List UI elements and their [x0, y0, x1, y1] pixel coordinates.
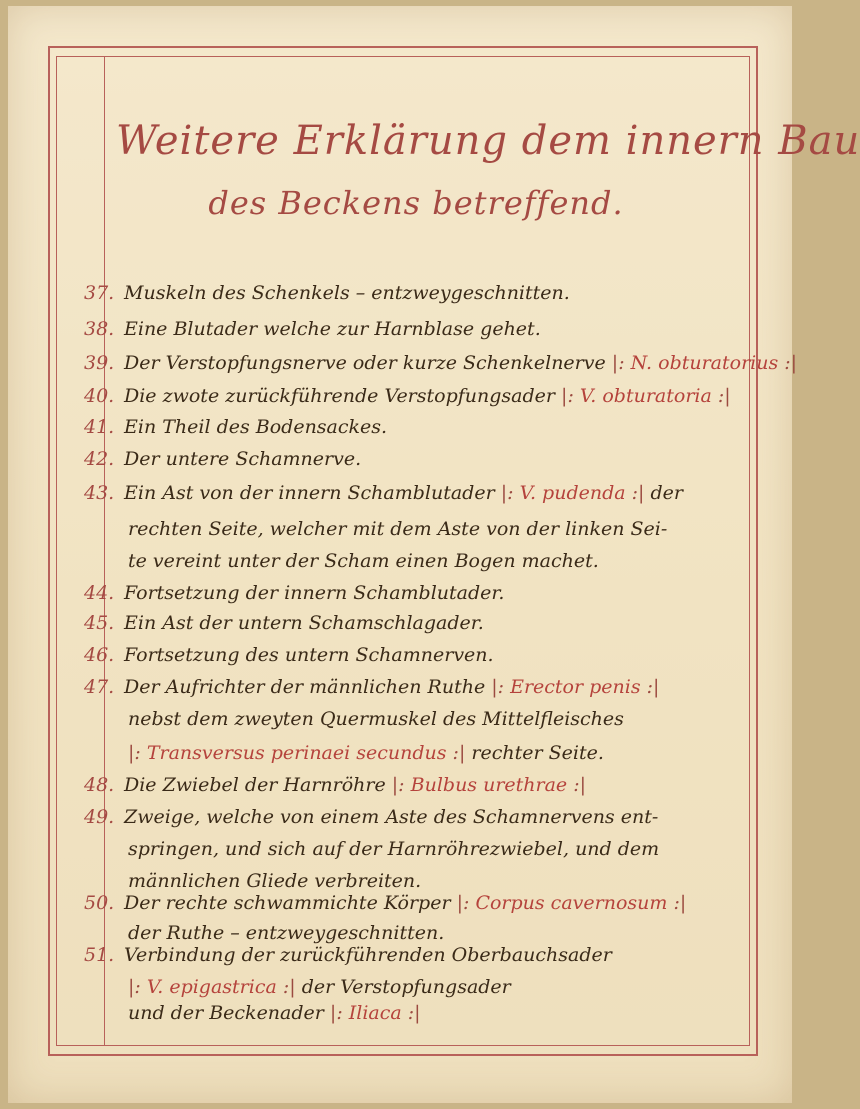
entry-text: Fortsetzung der innern Schamblutader. [124, 582, 505, 604]
latin-bracket-close: :| [667, 892, 687, 914]
entry-text: der Ruthe – entzweygeschnitten. [128, 922, 445, 944]
entry-text-line [128, 976, 511, 998]
entry-text-line [124, 385, 731, 407]
entry-text-line [124, 774, 586, 796]
entry-number: 37. [84, 282, 115, 304]
entry-number: 44. [84, 582, 115, 604]
entry-number: 40. [84, 385, 115, 407]
entry-number: 51. [84, 944, 115, 966]
entry-text-line [128, 518, 667, 540]
entry-number: 48. [84, 774, 115, 796]
latin-term: N. obturatorius [630, 352, 779, 374]
latin-bracket-open: |: [485, 676, 511, 698]
entry-text: Zweige, welche von einem Aste des Schamnervens ent- [124, 806, 659, 828]
entry-text: Die Zwiebel der Harnröhre [124, 774, 386, 796]
list-item [62, 996, 752, 1032]
entry-text: springen, und sich auf der Harnröhrezwiebel, und dem [128, 838, 660, 860]
entry-number: 50. [84, 892, 115, 914]
entry-text-after: rechter Seite. [471, 742, 604, 764]
latin-term: Bulbus urethrae [410, 774, 568, 796]
latin-term: V. epigastrica [146, 976, 277, 998]
latin-bracket-close: :| [778, 352, 798, 374]
latin-bracket-open: |: [385, 774, 411, 796]
entry-text: Eine Blutader welche zur Harnblase gehet. [124, 318, 541, 340]
entry-text: Die zwote zurückführende Verstopfungsader [124, 385, 555, 407]
list-item [62, 832, 752, 868]
entry-text-line [124, 612, 484, 634]
entry-number: 41. [84, 416, 115, 438]
entry-text-after: der Verstopfungsader [301, 976, 511, 998]
entry-text: nebst dem zweyten Quermuskel des Mittelfleisches [128, 708, 624, 730]
entry-text: rechten Seite, welcher mit dem Aste von der linken Sei- [128, 518, 668, 540]
latin-term: Iliaca [348, 1002, 402, 1024]
entry-text-line [124, 582, 504, 604]
list-item [62, 768, 752, 804]
entry-number: 43. [84, 482, 115, 504]
entry-text: Der Aufrichter der männlichen Ruthe [124, 676, 486, 698]
latin-bracket-open: |: [128, 742, 147, 764]
entry-number: 45. [84, 612, 115, 634]
entry-text: männlichen Gliede verbreiten. [128, 870, 422, 892]
entry-text-line [124, 282, 570, 304]
latin-bracket-close: :| [446, 742, 472, 764]
entry-text-line [124, 892, 686, 914]
list-item [62, 638, 752, 674]
entry-text-line [124, 352, 797, 374]
list-item [62, 410, 752, 446]
latin-term: Erector penis [510, 676, 641, 698]
entry-text-line [124, 448, 361, 470]
latin-term: V. obturatoria [579, 385, 712, 407]
entry-text-line [128, 708, 624, 730]
entry-text-line [124, 944, 612, 966]
latin-bracket-open: |: [605, 352, 631, 374]
entry-text-line [128, 742, 604, 764]
entry-text: Verbindung der zurückführenden Oberbauchsader [124, 944, 612, 966]
entry-text: Fortsetzung des untern Schamnerven. [124, 644, 494, 666]
latin-bracket-open: |: [555, 385, 580, 407]
latin-bracket-open: |: [128, 976, 147, 998]
entry-text: Ein Ast von der innern Schamblutader [124, 482, 495, 504]
entry-text-line [124, 676, 659, 698]
latin-bracket-close: :| [711, 385, 731, 407]
latin-bracket-open: |: [323, 1002, 349, 1024]
entry-text: Der rechte schwammichte Körper [124, 892, 451, 914]
entry-number: 46. [84, 644, 115, 666]
entry-text-line [124, 644, 494, 666]
entry-text-line [128, 550, 599, 572]
list-item [62, 544, 752, 580]
entry-text-after: der [650, 482, 683, 504]
entry-text-line [124, 318, 541, 340]
entry-text: Ein Theil des Bodensackes. [124, 416, 388, 438]
entry-number: 39. [84, 352, 115, 374]
entry-text-line [128, 1002, 421, 1024]
entry-number: 49. [84, 806, 115, 828]
entry-number: 42. [84, 448, 115, 470]
latin-bracket-close: :| [276, 976, 302, 998]
entry-text: und der Beckenader [128, 1002, 324, 1024]
latin-bracket-close: :| [625, 482, 651, 504]
list-item [62, 736, 752, 772]
entry-text: Der Verstopfungsnerve oder kurze Schenkelnerve [124, 352, 606, 374]
latin-term: Corpus cavernosum [475, 892, 668, 914]
latin-bracket-open: |: [494, 482, 520, 504]
entry-number: 38. [84, 318, 115, 340]
page-subtitle: des Beckens betreffend. [208, 184, 624, 222]
page-title: Weitere Erklärung dem innern Bau [116, 118, 860, 164]
list-item [62, 276, 752, 312]
entry-text: Der untere Schamnerve. [124, 448, 362, 470]
list-item [62, 312, 752, 348]
list-item [62, 346, 798, 382]
entry-text-line [124, 806, 658, 828]
list-item [62, 938, 752, 974]
list-item [62, 670, 752, 706]
entry-text-line [124, 482, 683, 504]
entry-text: Ein Ast der untern Schamschlagader. [124, 612, 484, 634]
entry-text-line [128, 838, 659, 860]
manuscript-page [8, 6, 860, 1103]
latin-term: V. pudenda [519, 482, 626, 504]
latin-term: Transversus perinaei secundus [146, 742, 447, 764]
latin-bracket-close: :| [401, 1002, 421, 1024]
latin-bracket-open: |: [450, 892, 476, 914]
list-item [62, 800, 752, 836]
latin-bracket-close: :| [640, 676, 660, 698]
list-item [62, 512, 752, 548]
entry-text-line [124, 416, 387, 438]
latin-bracket-close: :| [567, 774, 587, 796]
list-item [62, 442, 752, 478]
list-item [62, 702, 752, 738]
entry-text: te vereint unter der Scham einen Bogen machet. [128, 550, 599, 572]
list-item [62, 606, 752, 642]
entry-text: Muskeln des Schenkels – entzweygeschnitten. [124, 282, 570, 304]
list-item [62, 476, 752, 512]
entry-number: 47. [84, 676, 115, 698]
